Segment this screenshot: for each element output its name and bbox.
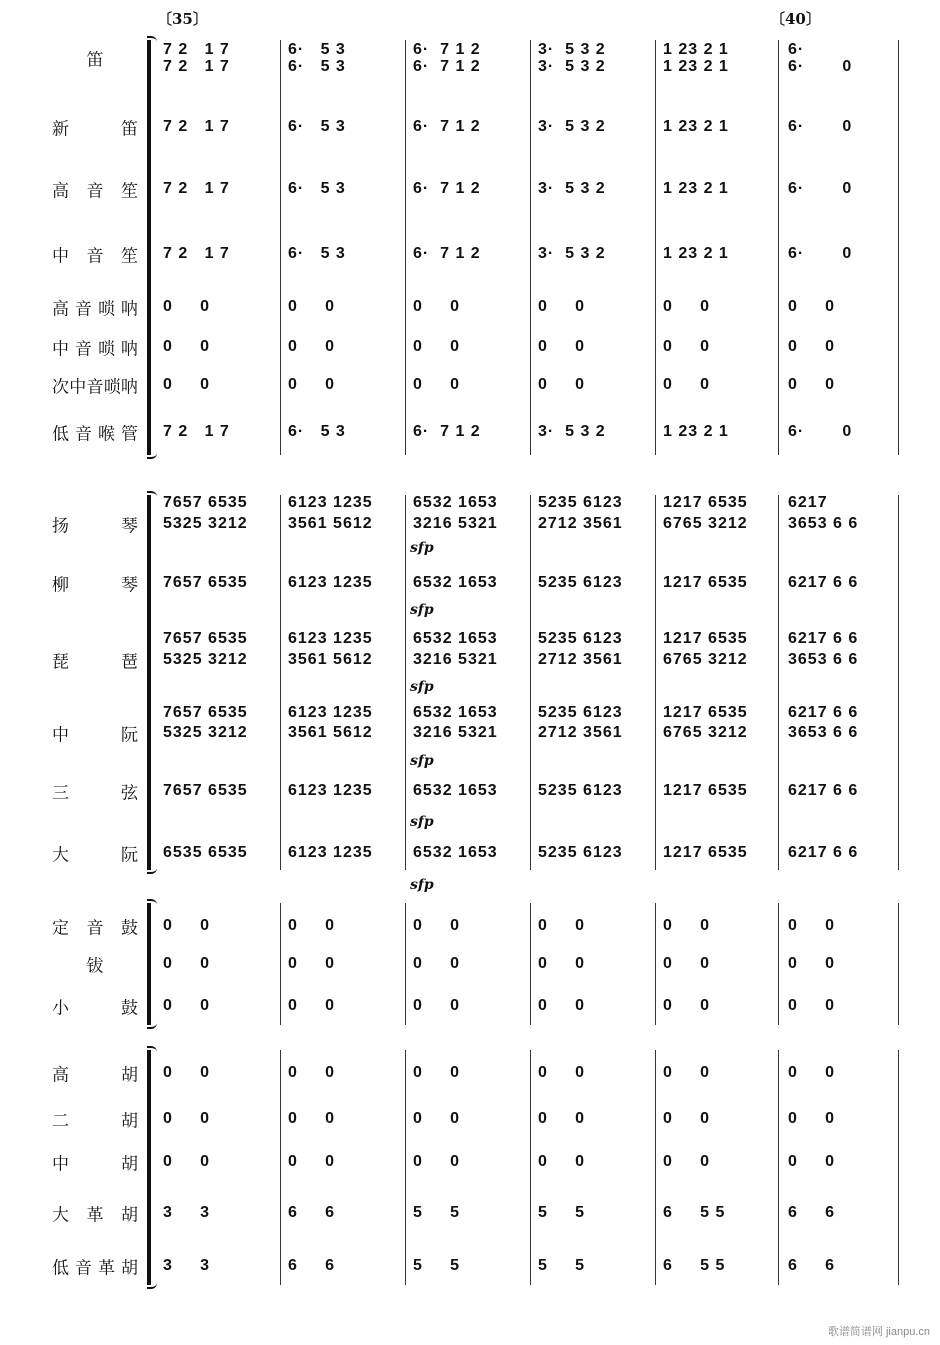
measure: 1 23 2 1 <box>663 423 729 440</box>
measure: 0 0 <box>413 917 461 934</box>
measure: 0 0 <box>413 298 461 315</box>
instrument-label: 琵琶 <box>52 652 138 673</box>
measure: 5 5 <box>413 1257 461 1274</box>
measure: 2712 3561 <box>538 515 623 532</box>
measure: 1217 6535 <box>663 574 748 591</box>
measure: 0 0 <box>413 1153 461 1170</box>
watermark: 歌谱简谱网 jianpu.cn <box>827 1326 930 1338</box>
measure: 0 0 <box>788 298 836 315</box>
barline <box>530 1050 531 1285</box>
measure: 1217 6535 <box>663 844 748 861</box>
measure: 3· 5 3 2 <box>538 41 606 58</box>
instrument-label: 低音喉管 <box>52 424 138 445</box>
instrument-label: 新笛 <box>52 119 138 140</box>
measure: 0 0 <box>163 997 211 1014</box>
measure: 0 0 <box>663 338 711 355</box>
barline <box>655 903 656 1025</box>
measure: 6· 0 <box>788 245 853 262</box>
barline <box>405 903 406 1025</box>
measure: 7 2 1 7 <box>163 180 230 197</box>
measure: 6· 0 <box>788 423 853 440</box>
measure: 6123 1235 <box>288 494 373 511</box>
dynamic-sfp: sfp <box>410 814 434 830</box>
measure: 7657 6535 <box>163 782 248 799</box>
measure: 6532 1653 <box>413 844 498 861</box>
measure: 1 23 2 1 <box>663 245 729 262</box>
measure: 0 0 <box>663 917 711 934</box>
measure: 6· 7 1 2 <box>413 423 481 440</box>
dynamic-sfp: sfp <box>410 877 434 893</box>
measure: 0 0 <box>538 955 586 972</box>
measure: 0 0 <box>538 298 586 315</box>
barline <box>530 495 531 870</box>
measure: 0 0 <box>788 917 836 934</box>
measure: 3216 5321 <box>413 515 498 532</box>
instrument-label: 三弦 <box>52 783 138 804</box>
instrument-label: 定音鼓 <box>52 918 138 939</box>
instrument-label: 大革胡 <box>52 1205 138 1226</box>
measure: 5235 6123 <box>538 782 623 799</box>
barline <box>405 40 406 455</box>
measure: 3653 6 6 <box>788 724 859 741</box>
measure: 0 0 <box>663 1153 711 1170</box>
measure: 0 0 <box>538 1110 586 1127</box>
measure: 7657 6535 <box>163 630 248 647</box>
measure: 6· 5 3 <box>288 180 346 197</box>
rehearsal-mark-35: 〔35〕 <box>157 10 208 28</box>
measure: 6123 1235 <box>288 782 373 799</box>
measure: 0 0 <box>788 1153 836 1170</box>
measure: 5 5 <box>538 1257 586 1274</box>
barline <box>280 903 281 1025</box>
barline <box>898 40 899 455</box>
dynamic-sfp: sfp <box>410 602 434 618</box>
dynamic-sfp: sfp <box>410 679 434 695</box>
measure: 0 0 <box>413 338 461 355</box>
measure: 6· 7 1 2 <box>413 118 481 135</box>
instrument-label: 中胡 <box>52 1154 138 1175</box>
measure: 3· 5 3 2 <box>538 118 606 135</box>
barline <box>530 40 531 455</box>
measure: 1 23 2 1 <box>663 41 729 58</box>
barline <box>405 495 406 870</box>
measure: 0 0 <box>163 1064 211 1081</box>
measure: 0 0 <box>663 1110 711 1127</box>
measure: 6217 6 6 <box>788 630 859 647</box>
measure: 7 2 1 7 <box>163 245 230 262</box>
measure: 0 0 <box>288 1064 336 1081</box>
measure: 7 2 1 7 <box>163 41 230 58</box>
group-bracket-percussion <box>147 903 151 1025</box>
barline <box>778 1050 779 1285</box>
measure: 1 23 2 1 <box>663 58 729 75</box>
measure: 0 0 <box>413 997 461 1014</box>
measure: 3561 5612 <box>288 651 373 668</box>
measure: 1 23 2 1 <box>663 118 729 135</box>
measure: 5 5 <box>538 1204 586 1221</box>
barline <box>405 1050 406 1285</box>
measure: 3· 5 3 2 <box>538 423 606 440</box>
measure: 0 0 <box>288 298 336 315</box>
dynamic-sfp: sfp <box>410 540 434 556</box>
measure: 0 0 <box>663 955 711 972</box>
group-bracket-plucked <box>147 495 151 870</box>
barline <box>530 903 531 1025</box>
measure: 6765 3212 <box>663 515 748 532</box>
measure: 6· 5 3 <box>288 245 346 262</box>
measure: 0 0 <box>788 376 836 393</box>
instrument-label: 扬琴 <box>52 516 138 537</box>
measure: 6· 5 3 <box>288 41 346 58</box>
measure: 5235 6123 <box>538 494 623 511</box>
measure: 7 2 1 7 <box>163 423 230 440</box>
measure: 0 0 <box>163 1110 211 1127</box>
measure: 3· 5 3 2 <box>538 180 606 197</box>
measure: 0 0 <box>413 1110 461 1127</box>
measure: 2712 3561 <box>538 651 623 668</box>
measure: 0 0 <box>288 1110 336 1127</box>
measure: 7657 6535 <box>163 704 248 721</box>
measure: 6· <box>788 41 805 58</box>
instrument-label: 柳琴 <box>52 575 138 596</box>
measure: 6217 6 6 <box>788 782 859 799</box>
group-bracket-bowed <box>147 1050 151 1285</box>
measure: 5325 3212 <box>163 515 248 532</box>
measure: 6· 5 3 <box>288 58 346 75</box>
instrument-label: 高音唢呐 <box>52 299 138 320</box>
measure: 0 0 <box>288 955 336 972</box>
instrument-label: 高音笙 <box>52 181 138 202</box>
instrument-label: 小鼓 <box>52 998 138 1019</box>
instrument-label: 低音革胡 <box>52 1258 138 1279</box>
barline <box>280 1050 281 1285</box>
measure: 6· 7 1 2 <box>413 180 481 197</box>
measure: 0 0 <box>288 917 336 934</box>
measure: 0 0 <box>163 338 211 355</box>
measure: 5235 6123 <box>538 704 623 721</box>
measure: 0 0 <box>538 1153 586 1170</box>
measure: 0 0 <box>413 1064 461 1081</box>
measure: 6217 6 6 <box>788 844 859 861</box>
measure: 6123 1235 <box>288 574 373 591</box>
barline <box>280 40 281 455</box>
barline <box>778 40 779 455</box>
measure: 6 6 <box>288 1257 336 1274</box>
barline <box>655 40 656 455</box>
measure: 6· 5 3 <box>288 118 346 135</box>
measure: 0 0 <box>538 917 586 934</box>
measure: 6765 3212 <box>663 724 748 741</box>
instrument-label: 中音唢呐 <box>52 339 138 360</box>
measure: 0 0 <box>163 376 211 393</box>
measure: 1217 6535 <box>663 630 748 647</box>
measure: 1217 6535 <box>663 782 748 799</box>
instrument-label: 大阮 <box>52 845 138 866</box>
measure: 0 0 <box>663 1064 711 1081</box>
measure: 6· 7 1 2 <box>413 58 481 75</box>
measure: 6 5 5 <box>663 1257 726 1274</box>
measure: 0 0 <box>788 1064 836 1081</box>
measure: 0 0 <box>663 376 711 393</box>
measure: 6 6 <box>288 1204 336 1221</box>
measure: 7 2 1 7 <box>163 118 230 135</box>
measure: 6532 1653 <box>413 704 498 721</box>
measure: 0 0 <box>538 1064 586 1081</box>
measure: 0 0 <box>288 376 336 393</box>
measure: 5 5 <box>413 1204 461 1221</box>
measure: 3 3 <box>163 1257 211 1274</box>
measure: 0 0 <box>163 917 211 934</box>
measure: 6· 0 <box>788 118 853 135</box>
measure: 6532 1653 <box>413 630 498 647</box>
measure: 3· 5 3 2 <box>538 245 606 262</box>
measure: 6· 7 1 2 <box>413 245 481 262</box>
barline <box>778 495 779 870</box>
measure: 3· 5 3 2 <box>538 58 606 75</box>
measure: 5235 6123 <box>538 630 623 647</box>
measure: 3561 5612 <box>288 724 373 741</box>
measure: 3653 6 6 <box>788 515 859 532</box>
measure: 3216 5321 <box>413 651 498 668</box>
measure: 0 0 <box>788 997 836 1014</box>
measure: 6532 1653 <box>413 494 498 511</box>
instrument-label: 次中音唢呐 <box>52 377 138 398</box>
barline <box>778 903 779 1025</box>
measure: 5325 3212 <box>163 651 248 668</box>
measure: 0 0 <box>538 997 586 1014</box>
measure: 0 0 <box>288 338 336 355</box>
measure: 7 2 1 7 <box>163 58 230 75</box>
measure: 6 5 5 <box>663 1204 726 1221</box>
measure: 0 0 <box>663 997 711 1014</box>
group-bracket-winds <box>147 40 151 455</box>
measure: 0 0 <box>788 955 836 972</box>
measure: 7657 6535 <box>163 494 248 511</box>
measure: 1217 6535 <box>663 494 748 511</box>
barline <box>280 495 281 870</box>
measure: 0 0 <box>163 1153 211 1170</box>
instrument-label: 笛 <box>86 50 104 71</box>
measure: 6123 1235 <box>288 630 373 647</box>
measure: 0 0 <box>413 955 461 972</box>
rehearsal-mark-40: 〔40〕 <box>770 10 821 28</box>
measure: 0 0 <box>288 997 336 1014</box>
measure: 0 0 <box>788 338 836 355</box>
measure: 6 6 <box>788 1257 836 1274</box>
measure: 6 6 <box>788 1204 836 1221</box>
measure: 0 0 <box>163 955 211 972</box>
measure: 0 0 <box>538 376 586 393</box>
measure: 6765 3212 <box>663 651 748 668</box>
instrument-label: 中音笙 <box>52 246 138 267</box>
measure: 3216 5321 <box>413 724 498 741</box>
measure: 6217 6 6 <box>788 574 859 591</box>
measure: 0 0 <box>163 298 211 315</box>
barline <box>655 1050 656 1285</box>
measure: 6217 6 6 <box>788 704 859 721</box>
instrument-label: 中阮 <box>52 725 138 746</box>
measure: 0 0 <box>413 376 461 393</box>
measure: 0 0 <box>788 1110 836 1127</box>
measure: 5235 6123 <box>538 574 623 591</box>
barline <box>898 903 899 1025</box>
measure: 3561 5612 <box>288 515 373 532</box>
measure: 6535 6535 <box>163 844 248 861</box>
measure: 3653 6 6 <box>788 651 859 668</box>
measure: 5325 3212 <box>163 724 248 741</box>
measure: 6532 1653 <box>413 782 498 799</box>
measure: 0 0 <box>288 1153 336 1170</box>
measure: 6· 0 <box>788 180 853 197</box>
measure: 6· 0 <box>788 58 853 75</box>
measure: 6123 1235 <box>288 704 373 721</box>
measure: 2712 3561 <box>538 724 623 741</box>
measure: 1 23 2 1 <box>663 180 729 197</box>
barline <box>898 495 899 870</box>
measure: 6· 7 1 2 <box>413 41 481 58</box>
measure: 6217 <box>788 494 828 511</box>
instrument-label: 钹 <box>86 956 104 977</box>
measure: 7657 6535 <box>163 574 248 591</box>
measure: 0 0 <box>663 298 711 315</box>
barline <box>898 1050 899 1285</box>
measure: 3 3 <box>163 1204 211 1221</box>
instrument-label: 高胡 <box>52 1065 138 1086</box>
measure: 6123 1235 <box>288 844 373 861</box>
measure: 5235 6123 <box>538 844 623 861</box>
barline <box>655 495 656 870</box>
measure: 6· 5 3 <box>288 423 346 440</box>
dynamic-sfp: sfp <box>410 753 434 769</box>
instrument-label: 二胡 <box>52 1111 138 1132</box>
measure: 6532 1653 <box>413 574 498 591</box>
measure: 0 0 <box>538 338 586 355</box>
measure: 1217 6535 <box>663 704 748 721</box>
